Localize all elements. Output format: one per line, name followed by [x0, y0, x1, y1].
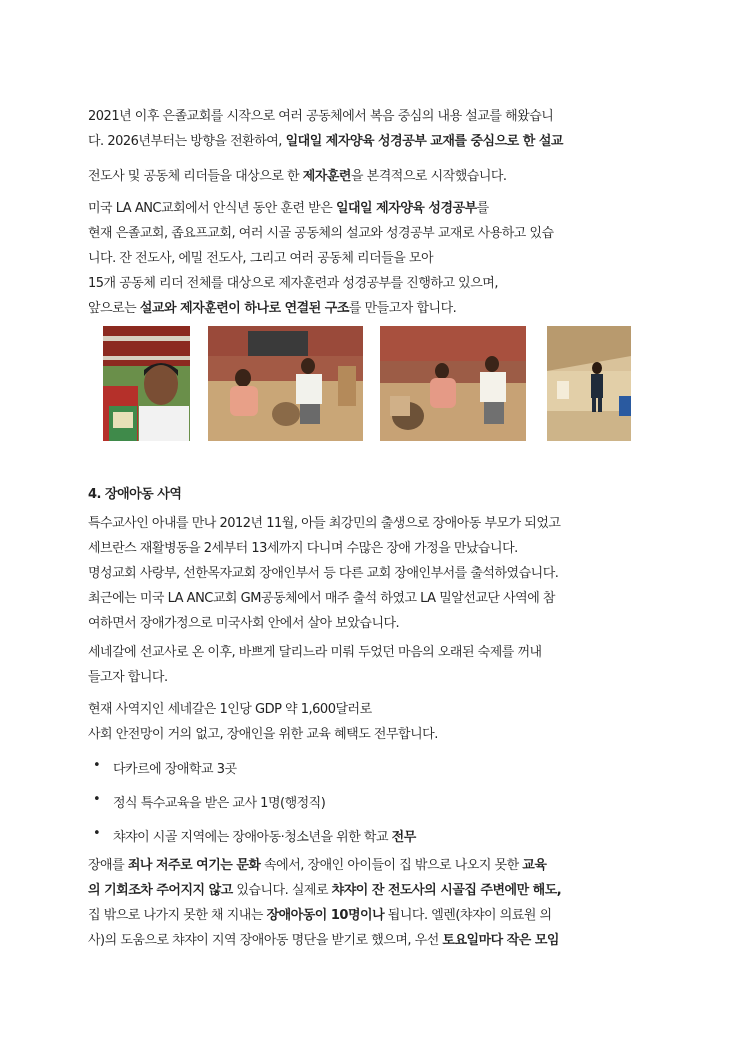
intro-paragraph-1	[88, 104, 658, 154]
bold-text: 죄나 저주로 여기는 문화	[127, 858, 261, 873]
text-line	[88, 903, 658, 928]
training-photo-1	[208, 326, 363, 441]
section4-paragraph-4	[88, 853, 658, 953]
bold-text: ,	[556, 883, 562, 898]
text-run: 를 만들고자 합니다.	[348, 301, 457, 316]
bold-text: 전무	[391, 830, 416, 845]
bullet-item	[113, 826, 416, 845]
text-run: 사)의 도움으로 챠쟈이 지역 장애아동 명단을 받기로 했으며, 우선	[88, 933, 443, 948]
text-line	[88, 296, 658, 321]
bullet-text: 다카르에 장애학교 3곳	[113, 762, 237, 777]
text-line: 니다. 잔 전도사, 에밀 전도사, 그리고 여러 공동체 리더들을 모아	[88, 251, 434, 266]
text-line: 15개 공동체 리더 전체를 대상으로 제자훈련과 성경공부를 진행하고 있으며,	[88, 276, 498, 291]
bullet-item	[113, 758, 237, 777]
text-line: 2021년 이후 은졸교회를 시작으로 여러 공동체에서 복음 중심의 내용 설교를 해왔습니	[88, 109, 554, 124]
text-line: 현재 은졸교회, 좁요프교회, 여러 시골 공동체의 설교와 성경공부 교재로 사용하고 있습	[88, 226, 554, 241]
text-line: 현재 사역지인 세네갈은 1인당 GDP 약 1,600달러로	[88, 702, 372, 717]
section4-paragraph-1	[88, 511, 658, 636]
bold-text: 장애아동이 10명이나	[266, 908, 385, 923]
text-line: 명성교회 사랑부, 선한목자교회 장애인부서 등 다른 교회 장애인부서를 출석하였습니다.	[88, 566, 559, 581]
text-line: 최근에는 미국 LA ANC교회 GM공동체에서 매주 출석 하였고 LA 밀알선교단 사역에 참	[88, 591, 555, 606]
text-run: 전도사 및 공동체 리더들을 대상으로 한	[88, 169, 303, 184]
intro-paragraph-2	[88, 164, 658, 189]
text-line: 여하면서 장애가정으로 미국사회 안에서 살아 보았습니다.	[88, 616, 400, 631]
text-line	[88, 129, 658, 154]
text-run: 를	[476, 201, 489, 216]
text-run: 속에서, 장애인 아이들이 집 밖으로 나오지 못한	[260, 858, 523, 873]
text-run: 다. 2026년부터는 방향을 전환하여,	[88, 134, 286, 149]
text-line: 세브란스 재활병동을 2세부터 13세까지 다니며 수많은 장애 가정을 만났습니다.	[88, 541, 518, 556]
bold-text: 의 기회조차 주어지지 않고	[88, 883, 233, 898]
text-line	[88, 928, 658, 953]
bold-text: 교육	[522, 858, 547, 873]
church-hall-photo	[547, 326, 631, 441]
bold-text: 설교와 제자훈련이 하나로 연결된 구조	[139, 301, 349, 316]
text-line	[88, 196, 658, 221]
section-heading: 4. 장애아동 사역	[88, 487, 182, 502]
training-photo-2	[380, 326, 526, 441]
text-run: 집 밖으로 나가지 못한 채 지내는	[88, 908, 267, 923]
selfie-photo	[103, 326, 190, 441]
text-line	[88, 853, 658, 878]
text-run: 장애를	[88, 858, 128, 873]
bold-text: 챠쟈이 잔 전도사의 시골집 주변에만 해도	[331, 883, 557, 898]
bullet-text: 정식 특수교육을 받은 교사 1명(행정직)	[113, 796, 326, 811]
bold-text: 제자훈련	[302, 169, 351, 184]
bullet-text: 챠쟈이 시골 지역에는 장애아동·청소년을 위한 학교	[113, 830, 392, 845]
text-line: 특수교사인 아내를 만나 2012년 11월, 아들 최강민의 출생으로 장애아동 부모가 되었고	[88, 516, 561, 531]
text-run: 됩니다. 엘렌(챠쟈이 의료원 의	[384, 908, 552, 923]
text-run: 앞으로는	[88, 301, 140, 316]
text-line: 세네갈에 선교사로 온 이후, 바쁘게 달리느라 미뤄 두었던 마음의 오래된 숙제를 꺼내	[88, 645, 542, 660]
bold-text: 토요일마다 작은 모임	[442, 933, 559, 948]
bold-text: 일대일 제자양육 성경공부	[335, 201, 477, 216]
text-run: 있습니다. 실제로	[232, 883, 332, 898]
intro-paragraph-3	[88, 196, 658, 321]
bullet-item	[113, 792, 325, 811]
text-line	[88, 164, 658, 189]
text-line: 사회 안전망이 거의 없고, 장애인을 위한 교육 혜택도 전무합니다.	[88, 727, 438, 742]
text-run: 미국 LA ANC교회에서 안식년 동안 훈련 받은	[88, 201, 336, 216]
section4-paragraph-2	[88, 640, 658, 690]
text-line	[88, 878, 658, 903]
bold-text: 일대일 제자양육 성경공부 교재를 중심으로 한 설교	[285, 134, 563, 149]
text-run: 을 본격적으로 시작했습니다.	[350, 169, 507, 184]
section4-paragraph-3	[88, 697, 658, 747]
text-line: 들고자 합니다.	[88, 670, 168, 685]
